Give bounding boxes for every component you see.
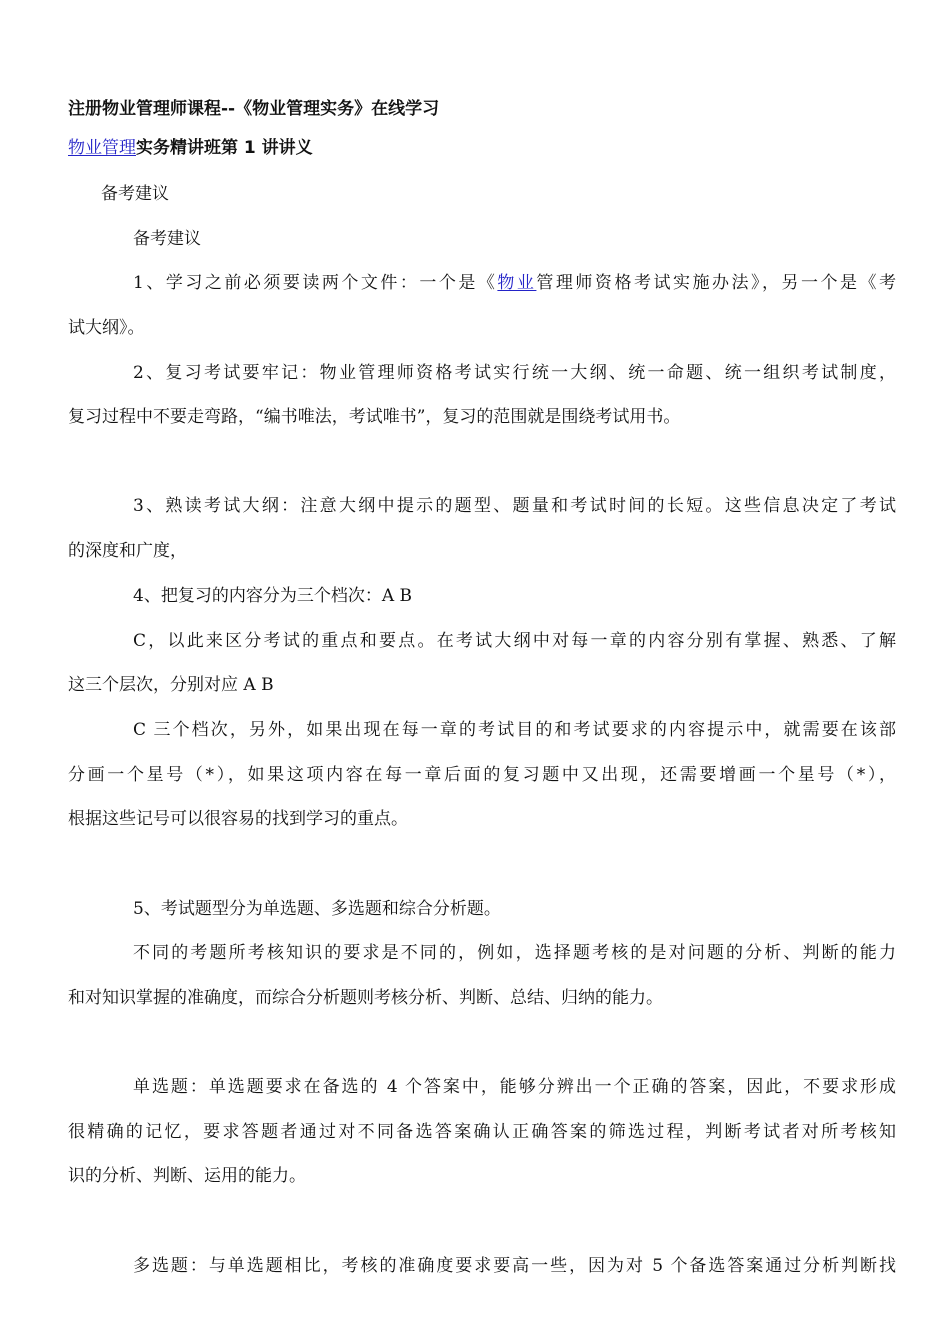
paragraph-3-line-2: 的深度和广度， <box>68 541 187 561</box>
paragraph-7-line-3: 识的分析、判断、运用的能力。 <box>68 1166 306 1186</box>
paragraph-6-line-2: 和对知识掌握的准确度，而综合分析题则考核分析、判断、总结、归纳的能力。 <box>68 988 663 1008</box>
paragraph-7-line-1: 单选题：单选题要求在备选的 4 个答案中，能够分辨出一个正确的答案，因此，不要求形成 <box>133 1077 896 1097</box>
subtitle-text: 实务精讲班第 1 讲讲义 <box>136 138 313 158</box>
section-heading: 备考建议 <box>101 184 169 204</box>
paragraph-4-line-2: C，以此来区分考试的重点和要点。在考试大纲中对每一章的内容分别有掌握、熟悉、了解 <box>133 631 896 651</box>
paragraph-1-line-2: 试大纲》。 <box>68 318 145 338</box>
paragraph-4-line-1: 4、把复习的内容分为三个档次：A B <box>133 586 412 606</box>
subtitle-link[interactable]: 物业管理 <box>68 138 136 158</box>
p1-text-b: 管理师资格考试实施办法》，另一个是《考 <box>536 273 897 293</box>
document-title-text: 注册物业管理师课程--《物业管理实务》在线学习 <box>68 99 440 119</box>
paragraph-4-line-3: 这三个层次，分别对应 A B <box>68 675 274 695</box>
paragraph-4-line-4: C 三个档次，另外，如果出现在每一章的考试目的和考试要求的内容提示中，就需要在该部 <box>133 720 896 740</box>
paragraph-5-line-1: 5、考试题型分为单选题、多选题和综合分析题。 <box>133 899 501 919</box>
paragraph-4-line-6: 根据这些记号可以很容易的找到学习的重点。 <box>68 809 408 829</box>
paragraph-2-line-1: 2、复习考试要牢记：物业管理师资格考试实行统一大纲、统一命题、统一组织考试制度， <box>133 363 896 383</box>
paragraph-8-line-1: 多选题：与单选题相比，考核的准确度要求要高一些，因为对 5 个备选答案通过分析判断找 <box>133 1256 896 1276</box>
section-subheading: 备考建议 <box>133 229 201 249</box>
paragraph-1-line-1 <box>133 272 896 294</box>
paragraph-4-line-5: 分画一个星号（*），如果这项内容在每一章后面的复习题中又出现，还需要增画一个星号（*）， <box>68 765 896 785</box>
lecture-subtitle <box>68 137 313 159</box>
document-title <box>68 98 439 120</box>
p1-text-a: 1、学习之前必须要读两个文件：一个是《 <box>133 273 498 293</box>
p1-link[interactable]: 物业 <box>497 273 537 293</box>
paragraph-2-line-2: 复习过程中不要走弯路，“编书唯法，考试唯书”，复习的范围就是围绕考试用书。 <box>68 407 681 427</box>
paragraph-3-line-1: 3、熟读考试大纲：注意大纲中提示的题型、题量和考试时间的长短。这些信息决定了考试 <box>133 496 896 516</box>
paragraph-7-line-2: 很精确的记忆，要求答题者通过对不同备选答案确认正确答案的筛选过程，判断考试者对所考核知 <box>68 1122 896 1142</box>
paragraph-6-line-1: 不同的考题所考核知识的要求是不同的，例如，选择题考核的是对问题的分析、判断的能力 <box>133 943 896 963</box>
